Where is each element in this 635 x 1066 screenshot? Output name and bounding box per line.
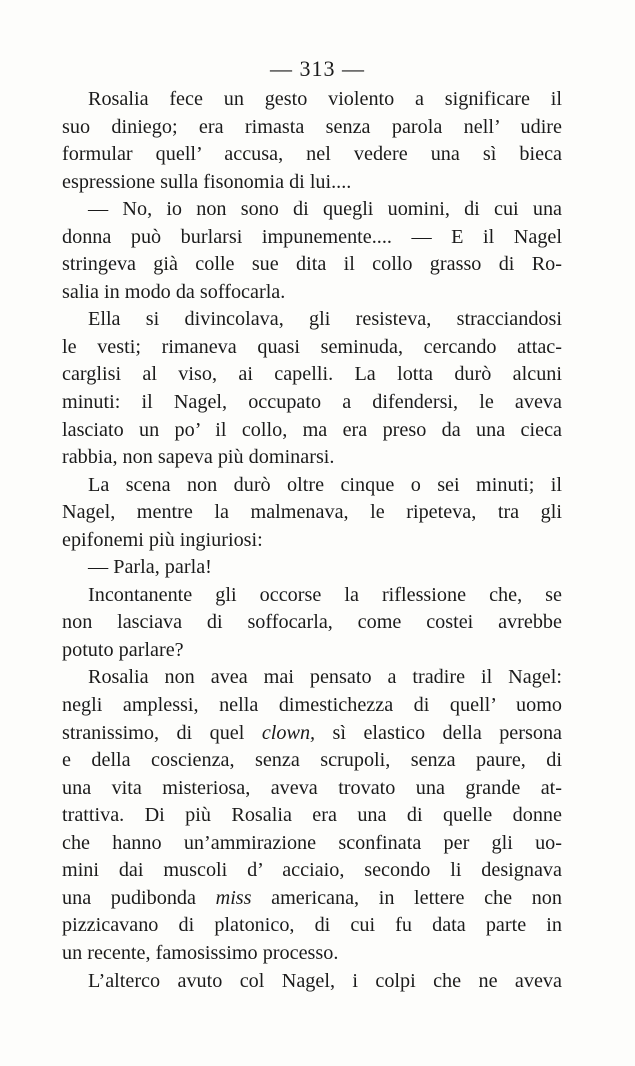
text-line: che hanno un’ammirazione sconfinata per gli uo- [62, 831, 562, 854]
text-line: epifonemi più ingiuriosi: [62, 528, 263, 551]
text-line: lasciato un po’ il collo, ma era preso da una cieca [62, 418, 562, 441]
text-line: donna può burlarsi impunemente.... — E il Nagel [62, 225, 562, 248]
text-line: Rosalia non avea mai pensato a tradire il Nagel: [88, 666, 562, 689]
text-line: — No, io non sono di quegli uomini, di cui una [88, 198, 562, 221]
text-segment: americana, in lettere che non [251, 886, 562, 909]
text-line [62, 720, 562, 748]
text-line: non lasciava di soffocarla, come costei avrebbe [62, 611, 562, 634]
text-line: trattiva. Di più Rosalia era una di quelle donne [62, 804, 562, 827]
body-text [62, 86, 562, 995]
text-line: Ella si divincolava, gli resisteva, stracciandosi [88, 308, 562, 331]
text-segment: sì elastico della persona [315, 721, 562, 744]
text-line: rabbia, non sapeva più dominarsi. [62, 446, 335, 469]
text-line: Rosalia fece un gesto violento a significare il [88, 88, 562, 110]
text-line: potuto parlare? [62, 638, 184, 661]
text-line: pizzicavano di platonico, di cui fu data parte in [62, 914, 562, 937]
text-line: espressione sulla fisonomia di lui.... [62, 170, 352, 193]
text-line: carglisi al viso, ai capelli. La lotta durò alcuni [62, 363, 562, 386]
text-line: La scena non durò oltre cinque o sei minuti; il [88, 473, 562, 496]
text-line: Incontanente gli occorse la riflessione che, se [88, 583, 562, 606]
text-line: minuti: il Nagel, occupato a difendersi, le aveva [62, 391, 562, 414]
text-line: stringeva già colle sue dita il collo grasso di Ro- [62, 253, 562, 276]
text-line: Nagel, mentre la malmenava, le ripeteva, tra gli [62, 501, 562, 524]
text-segment: una pudibonda [62, 886, 216, 909]
text-line: suo diniego; era rimasta senza parola nell’ udire [62, 115, 562, 138]
text-line: un recente, famosissimo processo. [62, 941, 339, 964]
text-line: negli amplessi, nella dimestichezza di quell’ uomo [62, 694, 562, 717]
text-line: formular quell’ accusa, nel vedere una sì bieca [62, 143, 562, 166]
text-line: mini dai muscoli d’ acciaio, secondo li designava [62, 859, 562, 882]
page-number: — 313 — [270, 56, 365, 81]
italic-word: clown, [261, 721, 316, 744]
text-line: salia in modo da soffocarla. [62, 280, 286, 303]
text-line: — Parla, parla! [88, 556, 212, 579]
text-line: le vesti; rimaneva quasi seminuda, cercando attac- [62, 335, 562, 358]
text-line: L’alterco avuto col Nagel, i colpi che ne aveva [88, 969, 562, 992]
text-line: una vita misteriosa, aveva trovato una grande at- [62, 776, 562, 799]
text-line [62, 885, 562, 913]
italic-word: miss [215, 886, 252, 909]
text-line: e della coscienza, senza scrupoli, senza paure, di [62, 749, 562, 772]
text-segment: stranissimo, di quel [62, 721, 262, 744]
